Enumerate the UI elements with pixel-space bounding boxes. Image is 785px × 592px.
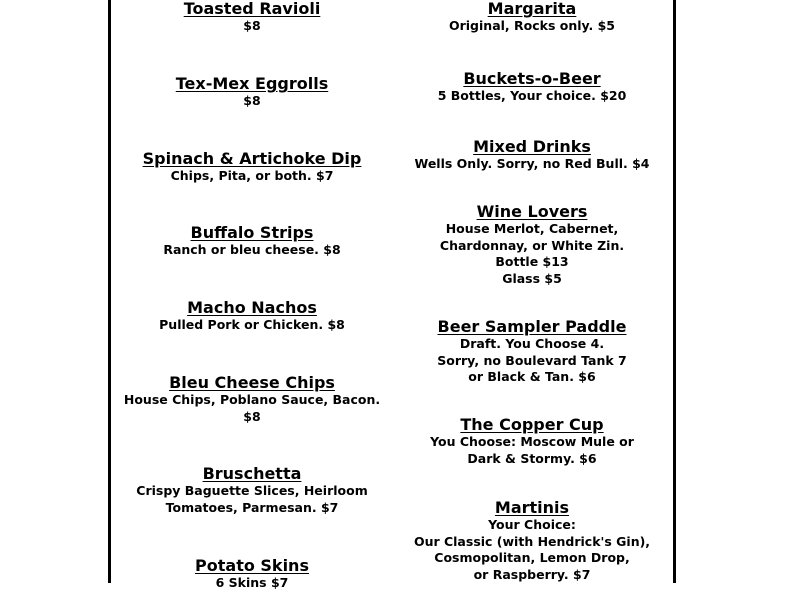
- item-name: Margarita: [487, 0, 577, 18]
- item-description: Draft. You Choose 4.: [459, 336, 605, 351]
- menu-item-copper-cup: [392, 416, 672, 467]
- menu-item-buckets-o-beer: [392, 70, 672, 105]
- item-description: Sorry, no Boulevard Tank 7: [437, 352, 627, 368]
- item-price: $8: [243, 408, 261, 424]
- menu-border-right: [673, 0, 676, 583]
- item-description: Wells Only. Sorry, no Red Bull. $4: [414, 156, 650, 171]
- menu-item-buffalo-strips: [112, 224, 392, 259]
- menu-item-beer-sampler-paddle: [392, 318, 672, 386]
- item-description: 6 Skins $7: [215, 575, 289, 590]
- item-description: Pulled Pork or Chicken. $8: [159, 317, 345, 332]
- item-name: Buckets-o-Beer: [463, 69, 601, 88]
- item-name: Mixed Drinks: [473, 137, 591, 156]
- menu-item-tex-mex-eggrolls: [112, 75, 392, 110]
- item-price: Bottle $13: [495, 254, 569, 269]
- item-name: Bleu Cheese Chips: [169, 373, 335, 392]
- item-name: Buffalo Strips: [190, 223, 314, 242]
- menu-border-left: [108, 0, 111, 583]
- menu-item-spinach-artichoke-dip: [112, 150, 392, 185]
- item-description: Original, Rocks only. $5: [448, 18, 616, 33]
- menu-item-potato-skins: [112, 557, 392, 592]
- item-name: Bruschetta: [202, 464, 302, 483]
- item-price: $8: [243, 18, 261, 33]
- item-name: Spinach & Artichoke Dip: [142, 149, 362, 168]
- item-name: Potato Skins: [195, 556, 309, 575]
- menu-item-mixed-drinks: [392, 138, 672, 173]
- item-name: Toasted Ravioli: [183, 0, 321, 18]
- menu-item-margarita: [392, 0, 672, 35]
- menu-item-toasted-ravioli: [112, 0, 392, 35]
- item-price: Glass $5: [502, 270, 562, 286]
- item-name: Macho Nachos: [187, 298, 317, 317]
- item-name: Beer Sampler Paddle: [437, 317, 627, 336]
- item-description: Dark & Stormy. $6: [467, 450, 597, 466]
- item-description: Cosmopolitan, Lemon Drop,: [434, 550, 630, 565]
- menu-item-bleu-cheese-chips: [112, 374, 392, 425]
- item-description: You Choose: Moscow Mule or: [430, 434, 634, 449]
- item-description: Tomatoes, Parmesan. $7: [165, 499, 339, 515]
- item-description: Chardonnay, or White Zin.: [439, 237, 625, 253]
- menu-item-bruschetta: [112, 465, 392, 516]
- item-description: Ranch or bleu cheese. $8: [163, 242, 341, 257]
- item-description: Our Classic (with Hendrick's Gin),: [413, 533, 651, 549]
- item-name: Tex-Mex Eggrolls: [175, 74, 329, 93]
- item-description: Crispy Baguette Slices, Heirloom: [136, 483, 368, 498]
- item-description: or Black & Tan. $6: [468, 369, 596, 384]
- item-description: House Chips, Poblano Sauce, Bacon.: [123, 392, 381, 407]
- item-description: Chips, Pita, or both. $7: [170, 168, 334, 183]
- menu-item-wine-lovers: [392, 203, 672, 287]
- item-description: House Merlot, Cabernet,: [445, 221, 619, 236]
- item-name: Wine Lovers: [476, 202, 588, 221]
- item-description: or Raspberry. $7: [473, 566, 591, 582]
- item-price: $8: [243, 93, 261, 108]
- menu-item-martinis: [392, 499, 672, 583]
- item-description: Your Choice:: [488, 517, 576, 532]
- menu-item-macho-nachos: [112, 299, 392, 334]
- item-name: Martinis: [494, 498, 570, 517]
- item-description: 5 Bottles, Your choice. $20: [437, 88, 627, 103]
- item-name: The Copper Cup: [460, 415, 604, 434]
